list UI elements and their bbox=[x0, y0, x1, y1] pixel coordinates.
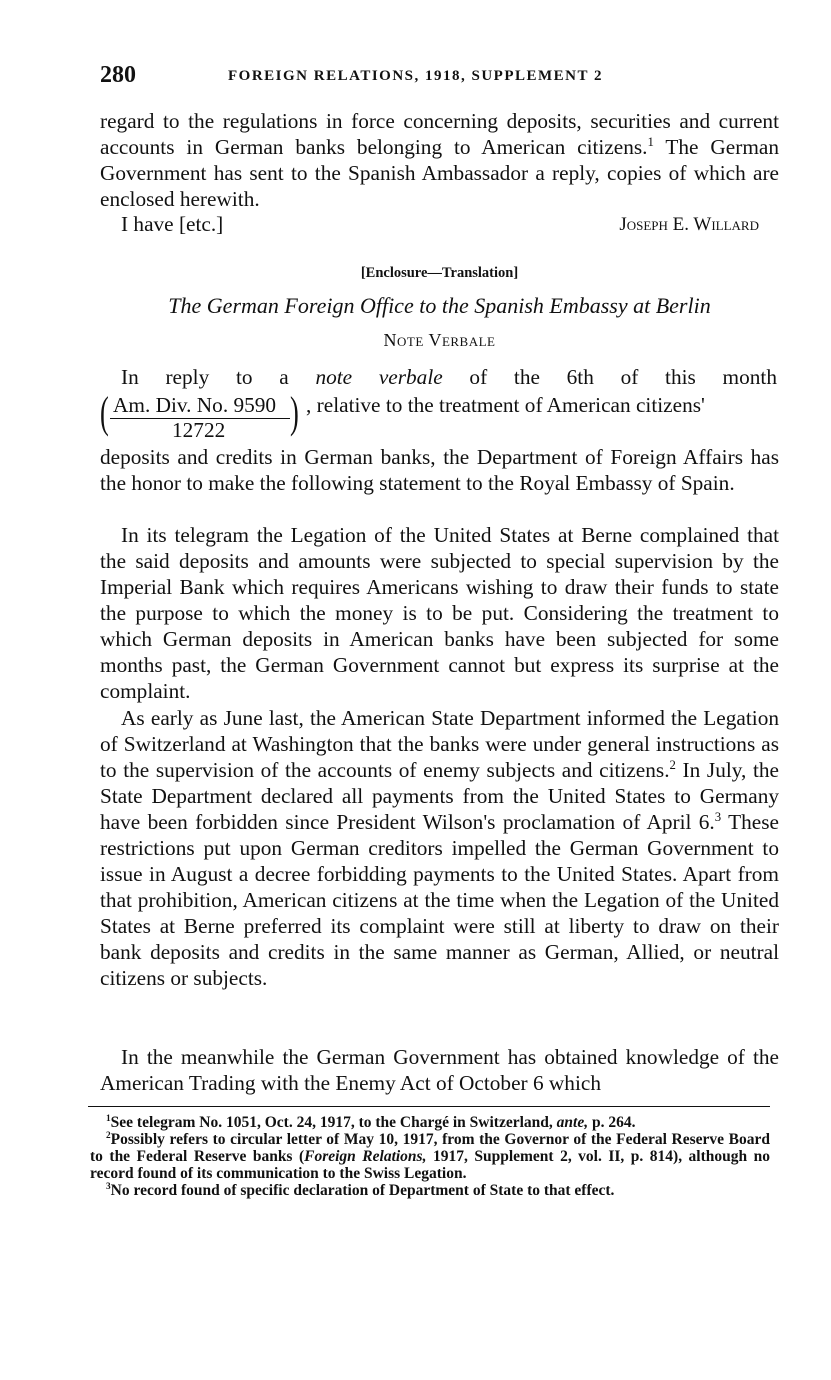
running-head: FOREIGN RELATIONS, 1918, SUPPLEMENT 2 bbox=[228, 68, 603, 84]
paragraph-4: In the meanwhile the German Government has obtained knowledge of the American Trading with the Enemy Act of October 6 which bbox=[100, 1045, 779, 1095]
reference-denominator: 12722 bbox=[172, 418, 226, 442]
opening-paragraph: regard to the regulations in force concerning deposits, securities and current accounts in German banks belonging to American citizens.$^1$ The German Government has sent to the Spanish Ambassador a reply, copies of which are enclosed herewith. bbox=[100, 109, 779, 211]
letter-closing bbox=[100, 212, 779, 238]
page-header bbox=[100, 62, 780, 92]
footnote-2: $^2$Possibly refers to circular letter of May 10, 1917, from the Governor of the Federal Reserve Board to the Federal Reserve banks (Foreign Relations, 1917, Supplement 2, vol. II, p. 814), although no record found of its communication to the Swiss Legation. bbox=[90, 1130, 771, 1182]
footnote-1: $^1$See telegram No. 1051, Oct. 24, 1917, to the Chargé in Switzerland, ante, p. 264. bbox=[106, 1113, 636, 1131]
closing-formula: I have [etc.] bbox=[121, 212, 224, 236]
file-reference bbox=[100, 388, 780, 444]
document-title: The German Foreign Office to the Spanish Embassy at Berlin bbox=[168, 293, 711, 318]
footnote-mark[interactable]: 1 bbox=[647, 134, 654, 149]
signature: Joseph E. Willard bbox=[619, 214, 759, 235]
page-number: 280 bbox=[100, 62, 136, 88]
paragraph-3: As early as June last, the American State Department informed the Legation of Switzerland at Washington that the banks were under general instructions as to the supervision of the accounts of enemy subjects and citizens.$^2$ In July, the State Department declared all payments from the United States to Germany have been forbidden since President Wilson's proclamation of April 6.$^3$ These restrictions put upon German creditors impelled the German Government to issue in August a decree forbidding payments to the United States. Apart from that prohibition, American citizens at the time when the Legation of the United States at Berne preferred its complaint were still at liberty to draw on their bank deposits and credits in the same manner as German, Allied, or neutral citizens or subjects. bbox=[100, 706, 779, 990]
paragraph-1-rest: deposits and credits in German banks, the Department of Foreign Affairs has the honor to make the following statement to the Royal Embassy of Spain. bbox=[100, 445, 779, 495]
paragraph-2: In its telegram the Legation of the United States at Berne complained that the said deposits and amounts were subjected to special supervision by the Imperial Bank which requires Americans wishing to draw their funds to state the purpose to which the money is to be put. Considering the treatment to which German deposits in American banks have been subjected for some months past, the German Government cannot but express its surprise at the complaint. bbox=[100, 523, 779, 703]
footnotes bbox=[90, 1114, 770, 1199]
note-verbale-heading: Note Verbale bbox=[383, 330, 496, 350]
paragraph-1-line-2: , relative to the treatment of American citizens' bbox=[306, 393, 705, 417]
right-paren: ) bbox=[290, 388, 299, 437]
footnote-mark[interactable]: 3 bbox=[714, 809, 722, 824]
enclosure-label: [Enclosure—Translation] bbox=[360, 265, 519, 281]
left-paren: ( bbox=[100, 388, 109, 437]
footnote-3: $^3$No record found of specific declaration of Department of State to that effect. bbox=[106, 1181, 615, 1199]
footnote-mark[interactable]: 2 bbox=[669, 757, 676, 772]
paragraph-1-line-1: In reply to a note verbale of the 6th of this month bbox=[121, 365, 777, 389]
italic-term: note verbale bbox=[315, 365, 443, 389]
reference-numerator: Am. Div. No. 9590 bbox=[113, 393, 277, 417]
footnote-divider bbox=[88, 1106, 770, 1107]
